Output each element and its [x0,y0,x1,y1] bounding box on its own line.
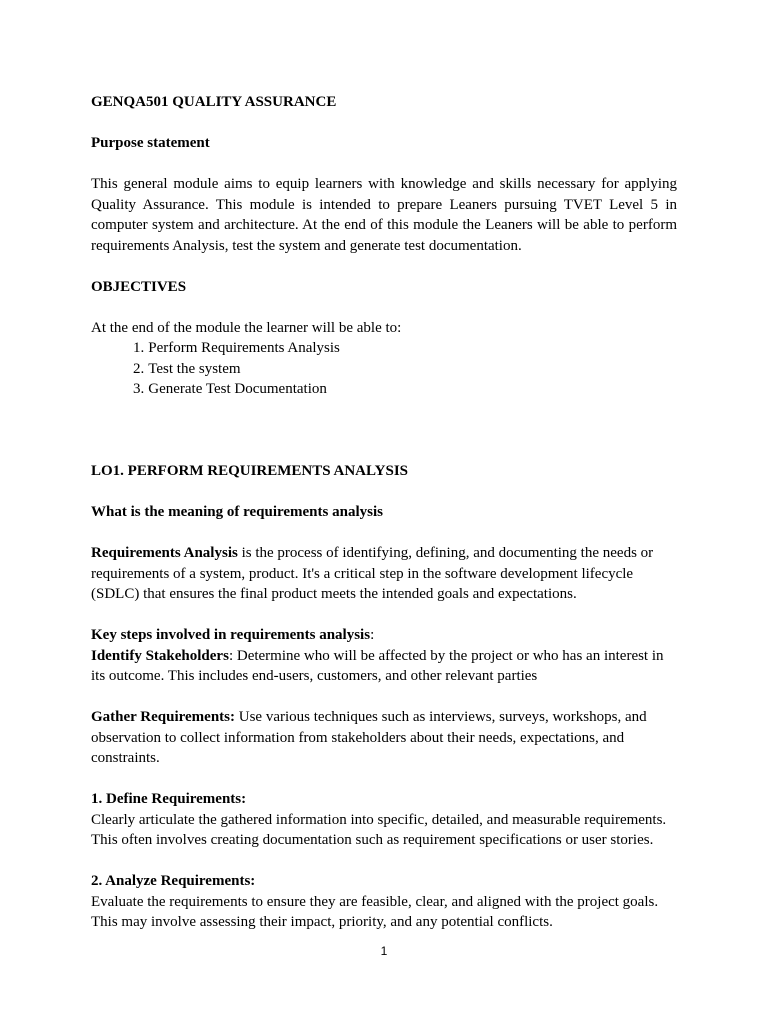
identify-term: Identify Stakeholders [91,647,229,664]
definition-term: Requirements Analysis [91,545,238,561]
list-item [133,359,677,380]
page-number: 1 [380,944,388,958]
key-steps-heading: Key steps involved in requirements analysis [91,627,371,643]
identify-text: : Determine who will be affected by the project or who has an interest in its outcome. This includes end-users, customers, and other relevant parties [91,647,664,684]
list-item-text: Perform Requirements Analysis [148,340,340,356]
key-steps-colon: : [370,627,375,643]
list-item [133,379,677,400]
module-title: GENQA501 QUALITY ASSURANCE [91,94,337,110]
list-item-number: 1. [133,340,145,356]
analyze-heading: 2. Analyze Requirements: [91,873,256,889]
definition-text: is the process of identifying, defining, and documenting the needs or requirements of a system, product. It's a critical step in the software development lifecycle (SDLC) that ensures the final product meets the intended goals and expectations. [91,545,654,602]
gather-text: Use various techniques such as interviews, surveys, workshops, and observation to collect information from stakeholders about their needs, expectations, and constraints. [91,709,647,766]
lo1-question: What is the meaning of requirements analysis [91,504,383,520]
analyze-text: Evaluate the requirements to ensure they are feasible, clear, and aligned with the project goals. This may involve assessing their impact, priority, and any potential conflicts. [91,893,659,930]
objectives-intro: At the end of the module the learner will be able to: [91,319,402,336]
identify-paragraph [91,646,677,687]
definition-paragraph [91,543,677,605]
purpose-heading: Purpose statement [91,135,210,151]
objectives-list [91,338,677,400]
define-heading: 1. Define Requirements: [91,791,247,807]
lo1-heading: LO1. PERFORM REQUIREMENTS ANALYSIS [91,463,408,479]
gather-term: Gather Requirements: [91,709,236,725]
list-item-number: 3. [133,381,145,397]
gather-paragraph [91,707,677,769]
list-item [133,338,677,359]
objectives-heading: OBJECTIVES [91,278,187,295]
key-steps-heading-line [91,625,677,646]
list-item-text: Test the system [148,360,241,377]
list-item-text: Generate Test Documentation [148,381,327,397]
define-text: Clearly articulate the gathered information into specific, detailed, and measurable requirements. This often involves creating documentation such as requirement specifications or user stories. [91,811,667,848]
purpose-text: This general module aims to equip learners with knowledge and skills necessary for applying Quality Assurance. This module is intended to prepare Leaners pursuing TVET Level 5 in computer system and architecture. At the end of this module the Leaners will be able to perform requirements Analysis, test the system and generate test documentation. [91,176,677,254]
document-page [91,92,677,933]
list-item-number: 2. [133,360,145,377]
